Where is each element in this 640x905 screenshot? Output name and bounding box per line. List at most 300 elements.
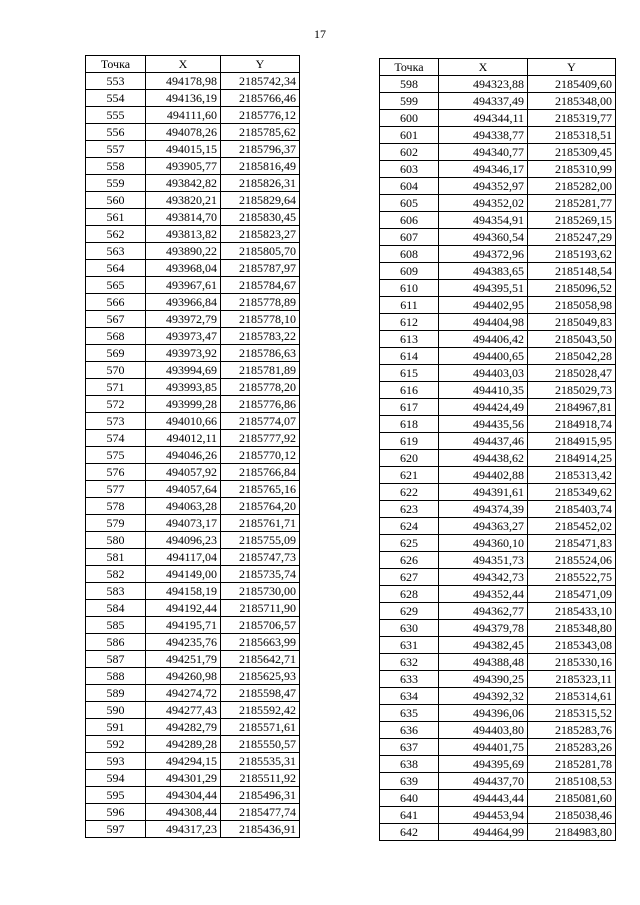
table-row bbox=[86, 583, 300, 600]
table-row bbox=[380, 161, 616, 178]
table-row bbox=[86, 736, 300, 753]
y-coordinate-cell: 2185747,73 bbox=[221, 549, 300, 566]
x-coordinate-cell: 494437,46 bbox=[439, 433, 528, 450]
x-coordinate-cell: 494289,28 bbox=[146, 736, 221, 753]
y-coordinate-cell: 2185323,11 bbox=[528, 671, 616, 688]
x-coordinate-cell: 493966,84 bbox=[146, 294, 221, 311]
point-cell: 582 bbox=[86, 566, 146, 583]
x-coordinate-cell: 494346,17 bbox=[439, 161, 528, 178]
point-cell: 554 bbox=[86, 90, 146, 107]
table-row bbox=[86, 107, 300, 124]
x-coordinate-cell: 494437,70 bbox=[439, 773, 528, 790]
x-coordinate-cell: 494136,19 bbox=[146, 90, 221, 107]
table-row bbox=[86, 685, 300, 702]
x-coordinate-cell: 494158,19 bbox=[146, 583, 221, 600]
y-coordinate-cell: 2185805,70 bbox=[221, 243, 300, 260]
table-row bbox=[380, 331, 616, 348]
y-coordinate-cell: 2185038,46 bbox=[528, 807, 616, 824]
table-row bbox=[86, 379, 300, 396]
table-row bbox=[86, 634, 300, 651]
point-cell: 598 bbox=[380, 76, 439, 93]
x-coordinate-cell: 494401,75 bbox=[439, 739, 528, 756]
point-cell: 628 bbox=[380, 586, 439, 603]
y-coordinate-cell: 2185028,47 bbox=[528, 365, 616, 382]
y-coordinate-cell: 2185029,73 bbox=[528, 382, 616, 399]
table-row bbox=[380, 654, 616, 671]
point-cell: 627 bbox=[380, 569, 439, 586]
table-row bbox=[86, 430, 300, 447]
point-cell: 572 bbox=[86, 396, 146, 413]
point-cell: 632 bbox=[380, 654, 439, 671]
table-row bbox=[380, 144, 616, 161]
y-coordinate-cell: 2185770,12 bbox=[221, 447, 300, 464]
x-coordinate-cell: 493999,28 bbox=[146, 396, 221, 413]
table-row bbox=[380, 620, 616, 637]
table-row bbox=[86, 328, 300, 345]
point-cell: 580 bbox=[86, 532, 146, 549]
x-coordinate-cell: 494383,65 bbox=[439, 263, 528, 280]
point-cell: 608 bbox=[380, 246, 439, 263]
y-coordinate-cell: 2185049,83 bbox=[528, 314, 616, 331]
x-coordinate-cell: 493973,92 bbox=[146, 345, 221, 362]
y-coordinate-cell: 2185522,75 bbox=[528, 569, 616, 586]
x-coordinate-cell: 494149,00 bbox=[146, 566, 221, 583]
point-cell: 624 bbox=[380, 518, 439, 535]
x-coordinate-cell: 494352,02 bbox=[439, 195, 528, 212]
table-row bbox=[86, 277, 300, 294]
y-coordinate-cell: 2185193,62 bbox=[528, 246, 616, 263]
y-coordinate-cell: 2185247,29 bbox=[528, 229, 616, 246]
table-row bbox=[86, 124, 300, 141]
point-cell: 584 bbox=[86, 600, 146, 617]
point-cell: 629 bbox=[380, 603, 439, 620]
point-cell: 613 bbox=[380, 331, 439, 348]
table-row bbox=[380, 688, 616, 705]
x-coordinate-cell: 494396,06 bbox=[439, 705, 528, 722]
x-coordinate-cell: 494390,25 bbox=[439, 671, 528, 688]
y-coordinate-cell: 2185781,89 bbox=[221, 362, 300, 379]
point-cell: 623 bbox=[380, 501, 439, 518]
point-cell: 573 bbox=[86, 413, 146, 430]
x-coordinate-cell: 494308,44 bbox=[146, 804, 221, 821]
point-cell: 641 bbox=[380, 807, 439, 824]
point-cell: 612 bbox=[380, 314, 439, 331]
table-row bbox=[86, 770, 300, 787]
x-coordinate-cell: 494410,35 bbox=[439, 382, 528, 399]
y-coordinate-cell: 2185784,67 bbox=[221, 277, 300, 294]
table-row bbox=[380, 535, 616, 552]
x-coordinate-cell: 494338,77 bbox=[439, 127, 528, 144]
table-row bbox=[86, 481, 300, 498]
point-cell: 586 bbox=[86, 634, 146, 651]
y-coordinate-cell: 2185764,20 bbox=[221, 498, 300, 515]
table-row bbox=[380, 314, 616, 331]
table-row bbox=[380, 807, 616, 824]
table-row bbox=[380, 280, 616, 297]
table-row bbox=[380, 671, 616, 688]
point-cell: 633 bbox=[380, 671, 439, 688]
x-coordinate-cell: 494046,26 bbox=[146, 447, 221, 464]
x-coordinate-cell: 494344,11 bbox=[439, 110, 528, 127]
y-coordinate-cell: 2185471,83 bbox=[528, 535, 616, 552]
point-cell: 575 bbox=[86, 447, 146, 464]
x-coordinate-cell: 494379,78 bbox=[439, 620, 528, 637]
y-coordinate-cell: 2185735,74 bbox=[221, 566, 300, 583]
y-coordinate-cell: 2185148,54 bbox=[528, 263, 616, 280]
x-coordinate-cell: 493905,77 bbox=[146, 158, 221, 175]
table-row bbox=[86, 260, 300, 277]
x-coordinate-cell: 494340,77 bbox=[439, 144, 528, 161]
table-row bbox=[86, 311, 300, 328]
x-coordinate-cell: 494374,39 bbox=[439, 501, 528, 518]
header-y: Y bbox=[528, 59, 616, 76]
point-cell: 589 bbox=[86, 685, 146, 702]
x-coordinate-cell: 494304,44 bbox=[146, 787, 221, 804]
y-coordinate-cell: 2185796,37 bbox=[221, 141, 300, 158]
y-coordinate-cell: 2185269,15 bbox=[528, 212, 616, 229]
point-cell: 561 bbox=[86, 209, 146, 226]
table-row bbox=[380, 297, 616, 314]
point-cell: 642 bbox=[380, 824, 439, 841]
point-cell: 588 bbox=[86, 668, 146, 685]
y-coordinate-cell: 2185096,52 bbox=[528, 280, 616, 297]
point-cell: 619 bbox=[380, 433, 439, 450]
y-coordinate-cell: 2185314,61 bbox=[528, 688, 616, 705]
x-coordinate-cell: 493993,85 bbox=[146, 379, 221, 396]
y-coordinate-cell: 2185774,07 bbox=[221, 413, 300, 430]
table-row bbox=[380, 824, 616, 841]
y-coordinate-cell: 2185409,60 bbox=[528, 76, 616, 93]
x-coordinate-cell: 494235,76 bbox=[146, 634, 221, 651]
table-row bbox=[380, 637, 616, 654]
point-cell: 602 bbox=[380, 144, 439, 161]
y-coordinate-cell: 2185766,46 bbox=[221, 90, 300, 107]
table-row bbox=[86, 787, 300, 804]
point-cell: 626 bbox=[380, 552, 439, 569]
x-coordinate-cell: 493820,21 bbox=[146, 192, 221, 209]
y-coordinate-cell: 2185592,42 bbox=[221, 702, 300, 719]
y-coordinate-cell: 2185433,10 bbox=[528, 603, 616, 620]
table-row bbox=[380, 773, 616, 790]
y-coordinate-cell: 2185511,92 bbox=[221, 770, 300, 787]
x-coordinate-cell: 494274,72 bbox=[146, 685, 221, 702]
y-coordinate-cell: 2185786,63 bbox=[221, 345, 300, 362]
point-cell: 639 bbox=[380, 773, 439, 790]
x-coordinate-cell: 494012,11 bbox=[146, 430, 221, 447]
table-row bbox=[380, 263, 616, 280]
x-coordinate-cell: 494192,44 bbox=[146, 600, 221, 617]
y-coordinate-cell: 2185436,91 bbox=[221, 821, 300, 838]
y-coordinate-cell: 2184983,80 bbox=[528, 824, 616, 841]
table-row bbox=[86, 175, 300, 192]
x-coordinate-cell: 494406,42 bbox=[439, 331, 528, 348]
y-coordinate-cell: 2185642,71 bbox=[221, 651, 300, 668]
point-cell: 562 bbox=[86, 226, 146, 243]
point-cell: 620 bbox=[380, 450, 439, 467]
point-cell: 634 bbox=[380, 688, 439, 705]
x-coordinate-cell: 494363,27 bbox=[439, 518, 528, 535]
y-coordinate-cell: 2185777,92 bbox=[221, 430, 300, 447]
point-cell: 564 bbox=[86, 260, 146, 277]
x-coordinate-cell: 494352,97 bbox=[439, 178, 528, 195]
x-coordinate-cell: 493972,79 bbox=[146, 311, 221, 328]
y-coordinate-cell: 2185761,71 bbox=[221, 515, 300, 532]
point-cell: 557 bbox=[86, 141, 146, 158]
y-coordinate-cell: 2184918,74 bbox=[528, 416, 616, 433]
table-row bbox=[380, 229, 616, 246]
x-coordinate-cell: 494337,49 bbox=[439, 93, 528, 110]
table-row bbox=[380, 110, 616, 127]
y-coordinate-cell: 2185535,31 bbox=[221, 753, 300, 770]
point-cell: 560 bbox=[86, 192, 146, 209]
y-coordinate-cell: 2185598,47 bbox=[221, 685, 300, 702]
table-row bbox=[86, 651, 300, 668]
table-row bbox=[86, 600, 300, 617]
table-row bbox=[86, 294, 300, 311]
y-coordinate-cell: 2185706,57 bbox=[221, 617, 300, 634]
table-row bbox=[86, 719, 300, 736]
x-coordinate-cell: 494010,66 bbox=[146, 413, 221, 430]
point-cell: 590 bbox=[86, 702, 146, 719]
x-coordinate-cell: 493890,22 bbox=[146, 243, 221, 260]
table-row bbox=[86, 141, 300, 158]
table-row bbox=[380, 722, 616, 739]
point-cell: 583 bbox=[86, 583, 146, 600]
table-row bbox=[86, 549, 300, 566]
x-coordinate-cell: 494323,88 bbox=[439, 76, 528, 93]
point-cell: 610 bbox=[380, 280, 439, 297]
x-coordinate-cell: 494403,80 bbox=[439, 722, 528, 739]
y-coordinate-cell: 2185776,86 bbox=[221, 396, 300, 413]
point-cell: 567 bbox=[86, 311, 146, 328]
point-cell: 581 bbox=[86, 549, 146, 566]
y-coordinate-cell: 2185816,49 bbox=[221, 158, 300, 175]
x-coordinate-cell: 494078,26 bbox=[146, 124, 221, 141]
x-coordinate-cell: 494360,10 bbox=[439, 535, 528, 552]
point-cell: 578 bbox=[86, 498, 146, 515]
y-coordinate-cell: 2185766,84 bbox=[221, 464, 300, 481]
x-coordinate-cell: 494424,49 bbox=[439, 399, 528, 416]
y-coordinate-cell: 2185108,53 bbox=[528, 773, 616, 790]
x-coordinate-cell: 494073,17 bbox=[146, 515, 221, 532]
point-cell: 625 bbox=[380, 535, 439, 552]
x-coordinate-cell: 494111,60 bbox=[146, 107, 221, 124]
table-row bbox=[380, 178, 616, 195]
y-coordinate-cell: 2185550,57 bbox=[221, 736, 300, 753]
point-cell: 622 bbox=[380, 484, 439, 501]
x-coordinate-cell: 493813,82 bbox=[146, 226, 221, 243]
point-cell: 636 bbox=[380, 722, 439, 739]
table-header-row bbox=[380, 59, 616, 76]
table-row bbox=[86, 209, 300, 226]
point-cell: 553 bbox=[86, 73, 146, 90]
y-coordinate-cell: 2185830,45 bbox=[221, 209, 300, 226]
point-cell: 559 bbox=[86, 175, 146, 192]
x-coordinate-cell: 494301,29 bbox=[146, 770, 221, 787]
point-cell: 591 bbox=[86, 719, 146, 736]
y-coordinate-cell: 2185318,51 bbox=[528, 127, 616, 144]
y-coordinate-cell: 2185471,09 bbox=[528, 586, 616, 603]
header-y: Y bbox=[221, 56, 300, 73]
x-coordinate-cell: 493973,47 bbox=[146, 328, 221, 345]
point-cell: 579 bbox=[86, 515, 146, 532]
table-row bbox=[380, 705, 616, 722]
point-cell: 603 bbox=[380, 161, 439, 178]
x-coordinate-cell: 494351,73 bbox=[439, 552, 528, 569]
x-coordinate-cell: 494362,77 bbox=[439, 603, 528, 620]
y-coordinate-cell: 2185282,00 bbox=[528, 178, 616, 195]
table-row bbox=[86, 413, 300, 430]
header-x: X bbox=[439, 59, 528, 76]
y-coordinate-cell: 2184914,25 bbox=[528, 450, 616, 467]
table-row bbox=[380, 518, 616, 535]
table-row bbox=[380, 365, 616, 382]
page-number: 17 bbox=[314, 27, 326, 41]
table-row bbox=[86, 668, 300, 685]
x-coordinate-cell: 494464,99 bbox=[439, 824, 528, 841]
y-coordinate-cell: 2185343,08 bbox=[528, 637, 616, 654]
y-coordinate-cell: 2185783,22 bbox=[221, 328, 300, 345]
table-row bbox=[380, 603, 616, 620]
y-coordinate-cell: 2185042,28 bbox=[528, 348, 616, 365]
x-coordinate-cell: 494372,96 bbox=[439, 246, 528, 263]
x-coordinate-cell: 494354,91 bbox=[439, 212, 528, 229]
x-coordinate-cell: 494260,98 bbox=[146, 668, 221, 685]
y-coordinate-cell: 2185778,10 bbox=[221, 311, 300, 328]
y-coordinate-cell: 2185348,80 bbox=[528, 620, 616, 637]
x-coordinate-cell: 493994,69 bbox=[146, 362, 221, 379]
point-cell: 607 bbox=[380, 229, 439, 246]
table-row bbox=[380, 416, 616, 433]
y-coordinate-cell: 2185283,26 bbox=[528, 739, 616, 756]
table-row bbox=[380, 569, 616, 586]
y-coordinate-cell: 2185524,06 bbox=[528, 552, 616, 569]
y-coordinate-cell: 2185823,27 bbox=[221, 226, 300, 243]
x-coordinate-cell: 494443,44 bbox=[439, 790, 528, 807]
point-cell: 556 bbox=[86, 124, 146, 141]
point-cell: 606 bbox=[380, 212, 439, 229]
point-cell: 621 bbox=[380, 467, 439, 484]
x-coordinate-cell: 493968,04 bbox=[146, 260, 221, 277]
y-coordinate-cell: 2185496,31 bbox=[221, 787, 300, 804]
table-row bbox=[380, 484, 616, 501]
table-row bbox=[380, 552, 616, 569]
y-coordinate-cell: 2185755,09 bbox=[221, 532, 300, 549]
point-cell: 630 bbox=[380, 620, 439, 637]
point-cell: 614 bbox=[380, 348, 439, 365]
point-cell: 571 bbox=[86, 379, 146, 396]
table-row bbox=[380, 790, 616, 807]
table-row bbox=[86, 617, 300, 634]
y-coordinate-cell: 2185776,12 bbox=[221, 107, 300, 124]
table-row bbox=[380, 93, 616, 110]
y-coordinate-cell: 2185330,16 bbox=[528, 654, 616, 671]
x-coordinate-cell: 494342,73 bbox=[439, 569, 528, 586]
coordinates-table-right bbox=[379, 58, 616, 841]
table-row bbox=[86, 396, 300, 413]
y-coordinate-cell: 2185452,02 bbox=[528, 518, 616, 535]
x-coordinate-cell: 494294,15 bbox=[146, 753, 221, 770]
table-row bbox=[380, 246, 616, 263]
y-coordinate-cell: 2185826,31 bbox=[221, 175, 300, 192]
x-coordinate-cell: 494117,04 bbox=[146, 549, 221, 566]
table-row bbox=[380, 501, 616, 518]
table-row bbox=[86, 702, 300, 719]
point-cell: 587 bbox=[86, 651, 146, 668]
x-coordinate-cell: 494382,45 bbox=[439, 637, 528, 654]
point-cell: 558 bbox=[86, 158, 146, 175]
table-row bbox=[380, 756, 616, 773]
table-row bbox=[86, 566, 300, 583]
x-coordinate-cell: 494438,62 bbox=[439, 450, 528, 467]
y-coordinate-cell: 2184915,95 bbox=[528, 433, 616, 450]
y-coordinate-cell: 2185787,97 bbox=[221, 260, 300, 277]
point-cell: 638 bbox=[380, 756, 439, 773]
y-coordinate-cell: 2185043,50 bbox=[528, 331, 616, 348]
y-coordinate-cell: 2185349,62 bbox=[528, 484, 616, 501]
point-cell: 631 bbox=[380, 637, 439, 654]
y-coordinate-cell: 2185081,60 bbox=[528, 790, 616, 807]
table-row bbox=[380, 450, 616, 467]
table-row bbox=[86, 226, 300, 243]
point-cell: 596 bbox=[86, 804, 146, 821]
point-cell: 592 bbox=[86, 736, 146, 753]
table-row bbox=[86, 362, 300, 379]
point-cell: 637 bbox=[380, 739, 439, 756]
x-coordinate-cell: 494391,61 bbox=[439, 484, 528, 501]
y-coordinate-cell: 2185730,00 bbox=[221, 583, 300, 600]
table-header-row bbox=[86, 56, 300, 73]
x-coordinate-cell: 493842,82 bbox=[146, 175, 221, 192]
x-coordinate-cell: 494195,71 bbox=[146, 617, 221, 634]
x-coordinate-cell: 494282,79 bbox=[146, 719, 221, 736]
point-cell: 615 bbox=[380, 365, 439, 382]
x-coordinate-cell: 494435,56 bbox=[439, 416, 528, 433]
x-coordinate-cell: 494057,92 bbox=[146, 464, 221, 481]
y-coordinate-cell: 2185663,99 bbox=[221, 634, 300, 651]
table-row bbox=[86, 447, 300, 464]
y-coordinate-cell: 2185281,78 bbox=[528, 756, 616, 773]
table-row bbox=[86, 464, 300, 481]
point-cell: 601 bbox=[380, 127, 439, 144]
table-row bbox=[380, 399, 616, 416]
x-coordinate-cell: 494395,51 bbox=[439, 280, 528, 297]
x-coordinate-cell: 494251,79 bbox=[146, 651, 221, 668]
point-cell: 635 bbox=[380, 705, 439, 722]
table-row bbox=[86, 192, 300, 209]
x-coordinate-cell: 494402,95 bbox=[439, 297, 528, 314]
point-cell: 618 bbox=[380, 416, 439, 433]
point-cell: 576 bbox=[86, 464, 146, 481]
y-coordinate-cell: 2184967,81 bbox=[528, 399, 616, 416]
point-cell: 599 bbox=[380, 93, 439, 110]
table-row bbox=[86, 345, 300, 362]
y-coordinate-cell: 2185315,52 bbox=[528, 705, 616, 722]
y-coordinate-cell: 2185283,76 bbox=[528, 722, 616, 739]
point-cell: 566 bbox=[86, 294, 146, 311]
y-coordinate-cell: 2185313,42 bbox=[528, 467, 616, 484]
y-coordinate-cell: 2185829,64 bbox=[221, 192, 300, 209]
x-coordinate-cell: 494057,64 bbox=[146, 481, 221, 498]
table-row bbox=[380, 467, 616, 484]
y-coordinate-cell: 2185765,16 bbox=[221, 481, 300, 498]
y-coordinate-cell: 2185742,34 bbox=[221, 73, 300, 90]
table-row bbox=[86, 90, 300, 107]
x-coordinate-cell: 494395,69 bbox=[439, 756, 528, 773]
point-cell: 640 bbox=[380, 790, 439, 807]
x-coordinate-cell: 494453,94 bbox=[439, 807, 528, 824]
point-cell: 555 bbox=[86, 107, 146, 124]
